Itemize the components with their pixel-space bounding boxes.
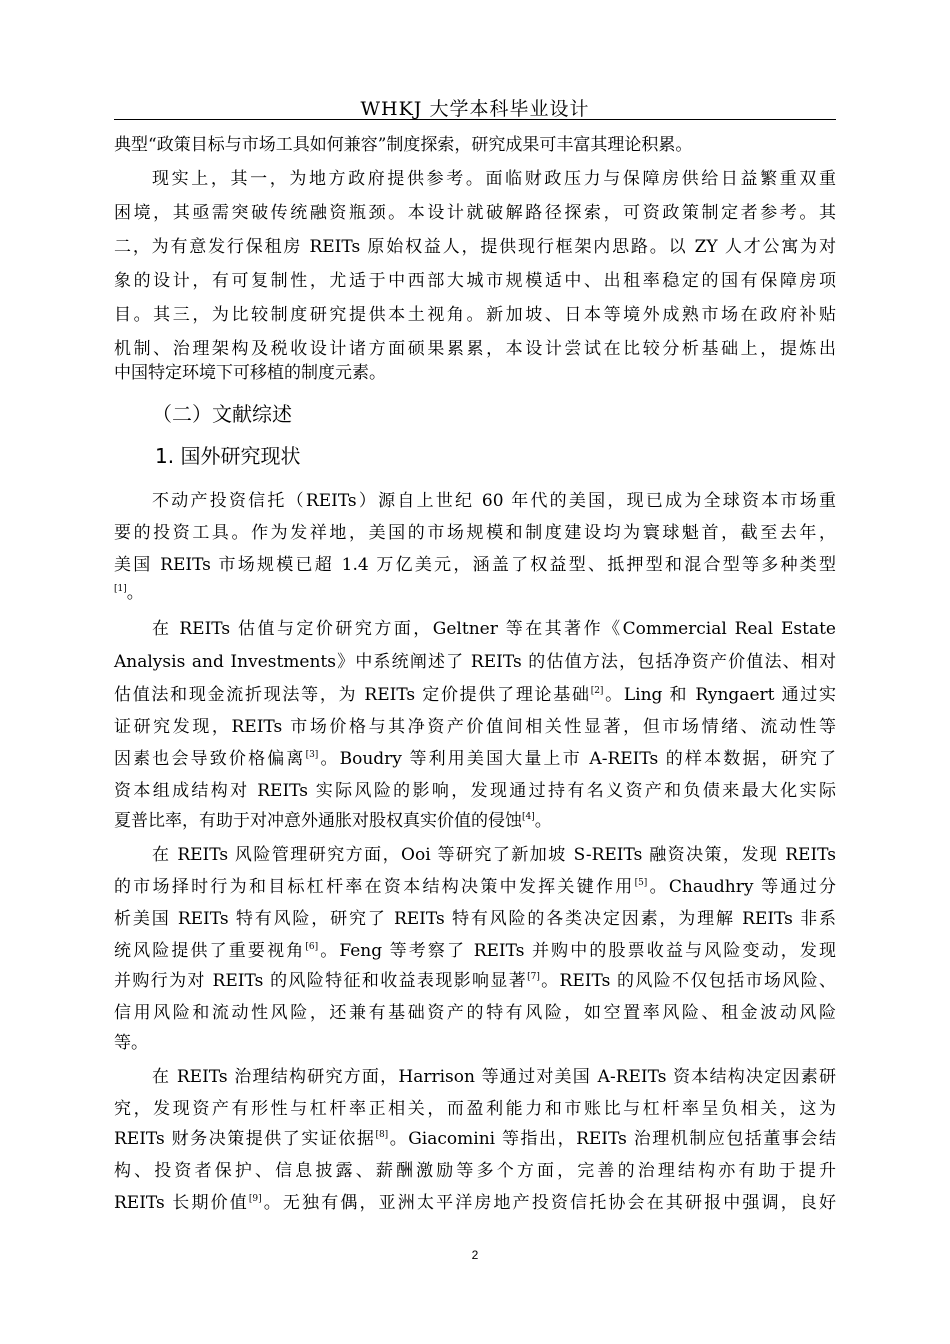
- text-line: 的市场择时行为和目标杠杆率在资本结构决策中发挥关键作用[5]。Chaudhry 等通过分: [114, 877, 836, 897]
- text-line: 夏普比率，有助于对冲意外通胀对股权真实价值的侵蚀[4]。: [114, 811, 552, 831]
- text-line: 析美国 REITs 特有风险，研究了 REITs 特有风险的各类决定因素，为理解 REITs 非系: [114, 909, 836, 929]
- text-line: 资本组成结构对 REITs 实际风险的影响，发现通过持有名义资产和负债来最大化实际: [114, 781, 836, 801]
- text-line: Analysis and Investments》中系统阐述了 REITs 的估值方法，包括净资产价值法、相对: [114, 652, 836, 672]
- citation: [6]: [305, 942, 319, 952]
- text-line: 目。其三，为比较制度研究提供本土视角。新加坡、日本等境外成熟市场在政府补贴: [114, 305, 836, 325]
- text-line: 信用风险和流动性风险，还兼有基础资产的特有风险，如空置率风险、租金波动风险: [114, 1003, 836, 1023]
- text-line: 统风险提供了重要视角[6]。Feng 等考察了 REITs 并购中的股票收益与风险变动，发现: [114, 941, 837, 961]
- text-line: 并购行为对 REITs 的风险特征和收益表现影响显著[7]。REITs 的风险不仅包括市场风险、: [114, 971, 836, 991]
- text-line: 因素也会导致价格偏离[3]。Boudry 等利用美国大量上市 A-REITs 的样本数据，研究了: [114, 749, 837, 769]
- citation: [9]: [248, 1194, 262, 1204]
- citation: [5]: [634, 878, 648, 888]
- text-line: 等。: [114, 1033, 148, 1053]
- citation: [4]: [522, 812, 535, 822]
- text-line: 困境，其亟需突破传统融资瓶颈。本设计就破解路径探索，可资政策制定者参考。其: [114, 203, 836, 223]
- citation: [8]: [375, 1130, 389, 1140]
- text-line: 究，发现资产有形性与杠杆率正相关，而盈利能力和市账比与杠杆率呈负相关，这为: [114, 1099, 836, 1119]
- text-line: 在 REITs 估值与定价研究方面，Geltner 等在其著作《Commercial Real Estate: [152, 619, 836, 639]
- citation: [3]: [305, 750, 319, 760]
- text-line: 象的设计，有可复制性，尤适于中西部大城市规模适中、出租率稳定的国有保障房项: [114, 271, 836, 291]
- text-line: 要的投资工具。作为发祥地，美国的市场规模和制度建设均为寰球魁首，截至去年，: [114, 523, 836, 543]
- text-line: 构、投资者保护、信息披露、薪酬激励等多个方面，完善的治理结构亦有助于提升: [114, 1161, 836, 1181]
- subsection-heading: 1. 国外研究现状: [155, 444, 301, 468]
- text-line: 中国特定环境下可移植的制度元素。: [114, 363, 386, 383]
- section-heading: （二）文献综述: [152, 402, 292, 426]
- page-header-title: WHKJ 大学本科毕业设计: [360, 98, 590, 120]
- text-line: 证研究发现，REITs 市场价格与其净资产价值间相关性显著，但市场情绪、流动性等: [114, 717, 836, 737]
- text-line: REITs 长期价值[9]。无独有偶，亚洲太平洋房地产投资信托协会在其研报中强调，良好: [114, 1193, 837, 1213]
- citation: [2]: [590, 686, 604, 696]
- text-line: 二，为有意发行保租房 REITs 原始权益人，提供现行框架内思路。以 ZY 人才公寓为对: [114, 237, 836, 257]
- text-line: 在 REITs 治理结构研究方面，Harrison 等通过对美国 A-REITs 资本结构决定因素研: [152, 1067, 836, 1087]
- header-rule: [114, 119, 836, 120]
- text-line: 机制、治理架构及税收设计诸方面硕果累累，本设计尝试在比较分析基础上，提炼出: [114, 339, 836, 359]
- text-line: REITs 财务决策提供了实证依据[8]。Giacomini 等指出，REITs 治理机制应包括董事会结: [114, 1129, 836, 1149]
- text-line: 在 REITs 风险管理研究方面，Ooi 等研究了新加坡 S-REITs 融资决策，发现 REITs: [152, 845, 836, 865]
- text-line: [1]。: [114, 583, 144, 603]
- page-number: 2: [471, 1248, 479, 1262]
- text-line: 典型“政策目标与市场工具如何兼容”制度探索，研究成果可丰富其理论积累。: [114, 135, 693, 155]
- text-line: 不动产投资信托（REITs）源自上世纪 60 年代的美国，现已成为全球资本市场重: [152, 491, 836, 511]
- text-line: 现实上，其一，为地方政府提供参考。面临财政压力与保障房供给日益繁重双重: [152, 169, 836, 189]
- text-line: 估值法和现金流折现法等，为 REITs 定价提供了理论基础[2]。Ling 和 Ryngaert 通过实: [114, 685, 837, 705]
- citation: [7]: [527, 972, 540, 982]
- text-line: 美国 REITs 市场规模已超 1.4 万亿美元，涵盖了权益型、抵押型和混合型等多种类型: [114, 555, 836, 575]
- citation: [1]: [114, 584, 127, 594]
